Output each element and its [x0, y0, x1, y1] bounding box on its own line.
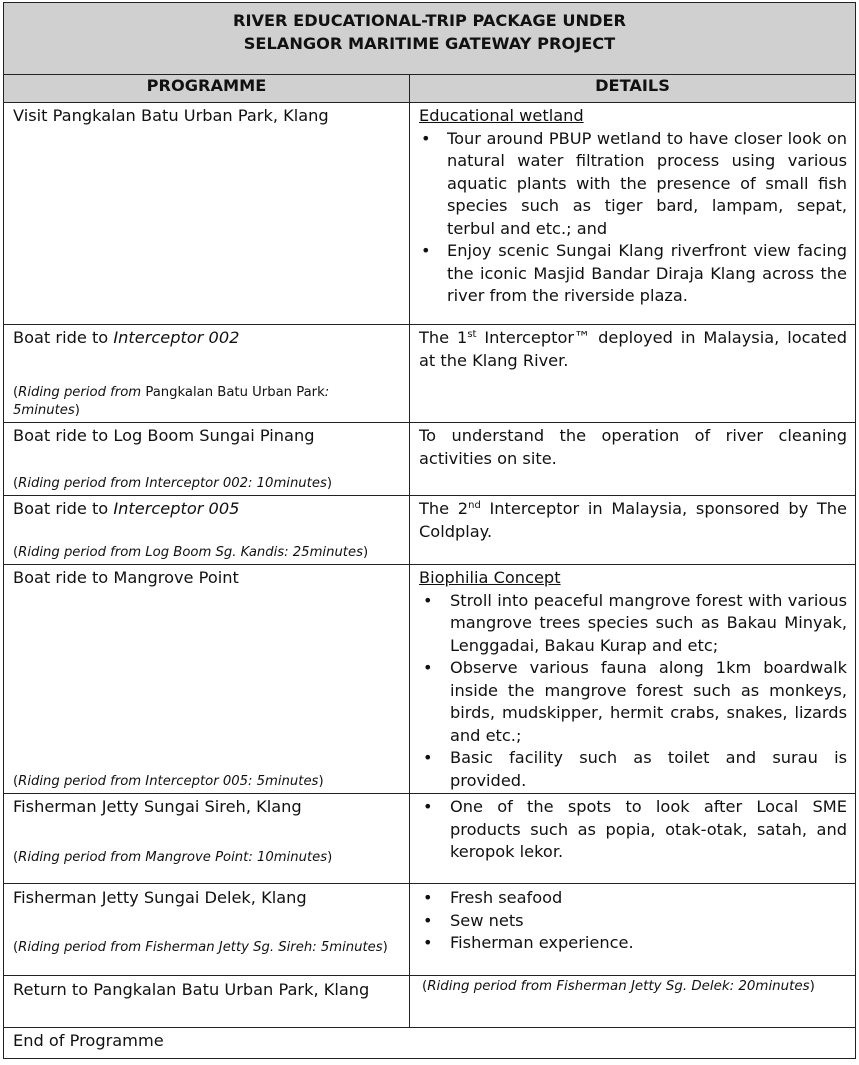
riding-text: Riding period from Interceptor 005: 5minutes [18, 774, 319, 789]
programme-italic: Interceptor 005 [113, 499, 240, 518]
details-cell [410, 884, 856, 976]
details-riding: (Riding period from Fisherman Jetty Sg. Delek: 20minutes) [422, 979, 815, 994]
programme-cell [4, 423, 410, 496]
programme-text [4, 325, 409, 350]
riding-period: (Riding period from Interceptor 005: 5minutes) [13, 774, 324, 789]
table-row [4, 325, 856, 423]
riding-italic: Riding period from [18, 385, 142, 400]
end-row [4, 1028, 856, 1059]
details-pre: The 2 [419, 499, 469, 518]
details-list [419, 590, 847, 793]
details-heading: Educational wetland [419, 106, 584, 125]
riding-text: Riding period from Log Boom Sg. Kandis: 25minutes [18, 545, 363, 560]
details-cell [410, 325, 856, 423]
title-cell [4, 3, 856, 75]
details-sup: nd [468, 500, 481, 511]
details-heading: Biophilia Concept [419, 568, 561, 587]
end-cell [4, 1028, 856, 1059]
programme-cell [4, 884, 410, 976]
details-cell [410, 423, 856, 496]
programme-text: Fisherman Jetty Sungai Sireh, Klang [13, 797, 302, 816]
details-list [419, 128, 847, 308]
details-list [419, 796, 847, 864]
list-item: • Observe various fauna along 1km boardwalk inside the mangrove forest such as monkeys, birds, mudskipper, hermit crabs, snakes, lizards and etc.; [419, 657, 847, 747]
list-item: • One of the spots to look after Local SME products such as popia, otak-otak, satah, and keropok lekor. [419, 796, 847, 864]
riding-text: Riding period from Fisherman Jetty Sg. Sireh: 5minutes [18, 940, 383, 955]
programme-text: Visit Pangkalan Batu Urban Park, Klang [13, 106, 329, 125]
details-cell [410, 976, 856, 1028]
details-cell [410, 794, 856, 884]
programme-text: Boat ride to Mangrove Point [13, 568, 239, 587]
programme-header: PROGRAMME [4, 75, 410, 103]
programme-cell [4, 976, 410, 1028]
programme-text: Return to Pangkalan Batu Urban Park, Klang [13, 980, 370, 999]
table-row [4, 976, 856, 1028]
list-item: • Sew nets [419, 910, 847, 933]
programme-cell [4, 103, 410, 325]
programme-prefix: Boat ride to [13, 499, 114, 518]
table-row [4, 565, 856, 794]
title-row [4, 3, 856, 75]
details-list [419, 887, 847, 955]
programme-cell [4, 496, 410, 565]
riding-text: Riding period from Fisherman Jetty Sg. Delek: 20minutes [427, 979, 810, 994]
title-line-2: SELANGOR MARITIME GATEWAY PROJECT [243, 33, 616, 53]
title-line-1: RIVER EDUCATIONAL-TRIP PACKAGE UNDER [232, 11, 627, 30]
details-cell [410, 496, 856, 565]
programme-cell [4, 565, 410, 794]
details-post: Interceptor™ deployed in Malaysia, located at the Klang River. [419, 328, 847, 370]
details-text [410, 325, 855, 372]
details-cell [410, 103, 856, 325]
list-item: • Enjoy scenic Sungai Klang riverfront view facing the iconic Masjid Bandar Diraja Klang across the river from the riverside plaza. [419, 240, 847, 308]
riding-text: Riding period from Interceptor 002: 10minutes [18, 476, 327, 491]
details-header: DETAILS [410, 75, 856, 103]
end-text: End of Programme [13, 1031, 164, 1050]
details-cell [410, 565, 856, 794]
riding-period: (Riding period from Mangrove Point: 10minutes) [13, 850, 333, 865]
details-text: To understand the operation of river cleaning activities on site. [419, 426, 848, 468]
list-item: • Tour around PBUP wetland to have closer look on natural water filtration process using various aquatic plants with the presence of small fish species such as tiger bard, lampam, sepat, terbul and etc.; and [419, 128, 847, 241]
table-row [4, 423, 856, 496]
list-item: • Basic facility such as toilet and surau is provided. [419, 747, 847, 792]
programme-text: Boat ride to Log Boom Sungai Pinang [13, 426, 315, 445]
header-row [4, 75, 856, 103]
riding-text: Riding period from Mangrove Point: 10minutes [18, 850, 328, 865]
details-text [410, 496, 855, 543]
list-item: • Fisherman experience. [419, 932, 847, 955]
riding-period: (Riding period from Pangkalan Batu Urban Park: 5minutes) [13, 385, 330, 418]
riding-period: (Riding period from Log Boom Sg. Kandis: 25minutes) [13, 545, 369, 560]
programme-cell [4, 794, 410, 884]
riding-period: (Riding period from Fisherman Jetty Sg. Sireh: 5minutes) [13, 940, 388, 955]
table-row [4, 496, 856, 565]
riding-period: (Riding period from Interceptor 002: 10minutes) [13, 476, 332, 491]
programme-prefix: Boat ride to [13, 328, 114, 347]
programme-table [3, 2, 856, 1059]
table-row [4, 103, 856, 325]
programme-text: Fisherman Jetty Sungai Delek, Klang [13, 888, 307, 907]
table-row [4, 794, 856, 884]
riding-italic-2: : 5minutes [13, 385, 330, 418]
programme-text [4, 496, 409, 521]
details-post: Interceptor in Malaysia, sponsored by The Coldplay. [419, 499, 847, 541]
riding-upright: Pangkalan Batu Urban Park [145, 385, 325, 400]
table-row [4, 884, 856, 976]
programme-italic: Interceptor 002 [113, 328, 240, 347]
details-sup: st [467, 329, 477, 340]
details-pre: The 1 [419, 328, 468, 347]
list-item: • Fresh seafood [419, 887, 847, 910]
list-item: • Stroll into peaceful mangrove forest with various mangrove trees species such as Bakau Minyak, Lenggadai, Bakau Kurap and etc; [419, 590, 847, 658]
programme-cell [4, 325, 410, 423]
